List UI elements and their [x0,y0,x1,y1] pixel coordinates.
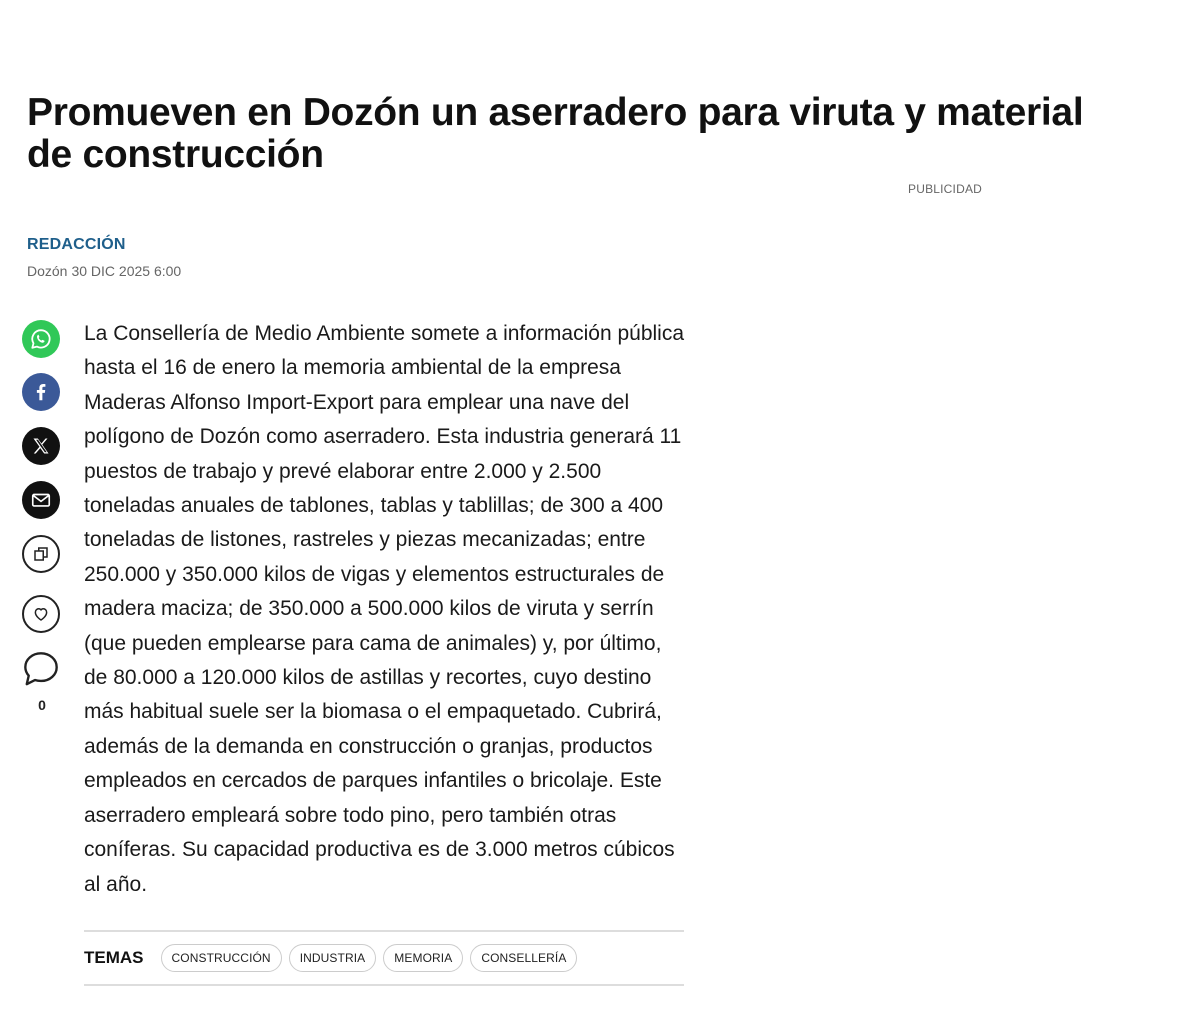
advertising-label: PUBLICIDAD [908,182,983,196]
mail-icon [30,489,52,511]
heart-icon [32,605,50,623]
share-x-button[interactable] [22,427,60,465]
x-icon [31,436,51,456]
whatsapp-icon [29,327,53,351]
copy-link-button[interactable] [22,535,60,573]
article-meta [27,263,185,279]
copy-icon [32,545,50,563]
share-email-button[interactable] [22,481,60,519]
article-date: 30 DIC 2025 6:00 [71,263,182,279]
article-body: La Consellería de Medio Ambiente somete a información pública hasta el 16 de enero la memoria ambiental de la empresa Maderas Alfonso Import-Export para emplear una nave del polígono de Dozón como aserradero. Esta industria generará 11 puestos de trabajo y prevé elaborar entre 2.000 y 2.500 toneladas anuales de tablones, tablas y tablillas; de 300 a 400 toneladas de listones, rastreles y piezas mecanizadas; entre 250.000 y 350.000 kilos de vigas y elementos estructurales de madera maciza; de 350.000 a 500.000 kilos de viruta y serrín (que pueden emplearse para cama de animales) y, por último, de 80.000 a 120.000 kilos de astillas y recortes, cuyo destino más habitual suele ser la biomasa o el empaquetado. Cubrirá, además de la demanda en construcción o granjas, productos empleados en cercados de parques infantiles o bricolaje. Este aserradero empleará sobre todo pino, pero también otras coníferas. Su capacidad productiva es de 3.000 metros cúbicos al año. [84,322,685,896]
tags-label: TEMAS [84,948,144,967]
comment-icon [22,649,60,689]
author-link[interactable]: REDACCIÓN [27,236,126,253]
share-facebook-button[interactable] [22,373,60,411]
tag-conselleria[interactable]: CONSELLERÍA [470,944,577,972]
tag-industria[interactable]: INDUSTRIA [289,944,377,972]
article-location: Dozón [27,263,68,279]
article-title: Promueven en Dozón un aserradero para viruta y material de construcción [27,91,1084,176]
comment-count: 0 [38,697,46,713]
tags-section [84,930,684,986]
tag-memoria[interactable]: MEMORIA [383,944,463,972]
facebook-icon [30,381,52,403]
tag-construccion[interactable]: CONSTRUCCIÓN [161,944,282,972]
share-whatsapp-button[interactable] [22,320,60,358]
favorite-button[interactable] [22,595,60,633]
comments-button[interactable] [22,650,60,688]
